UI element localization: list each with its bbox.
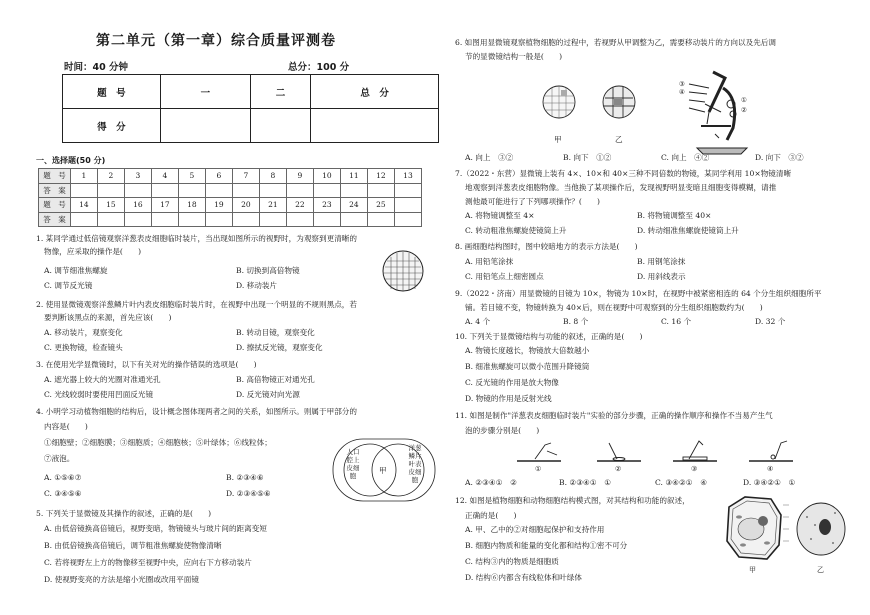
- exam-title: 第二单元（第一章）综合质量评测卷: [96, 33, 336, 49]
- q4-option-c[interactable]: C. ③④⑤⑥: [44, 489, 82, 498]
- answer-cell[interactable]: [394, 212, 421, 227]
- step-label: ②: [615, 465, 622, 473]
- q12-option-c[interactable]: C. 结构③内的物质是细胞质: [465, 557, 559, 566]
- answer-grid: [38, 168, 422, 227]
- q11-option-a[interactable]: A. ②③④① ②: [465, 478, 517, 487]
- venn-left-label: [343, 448, 363, 480]
- answer-cell[interactable]: [232, 183, 259, 198]
- q3-option-d[interactable]: D. 反光镜对向光源: [236, 390, 300, 399]
- score-cell: 总 分: [311, 75, 439, 109]
- step-label: ③: [691, 465, 698, 473]
- question-2-stem-cont: 要判断该黑点的来源，首先应该( ): [44, 313, 172, 322]
- q12-option-d[interactable]: D. 结构⑥内都含有线粒体和叶绿体: [465, 573, 582, 582]
- answer-grid-num: 14: [70, 198, 97, 213]
- venn-left-line: 皮细: [346, 464, 360, 472]
- answer-cell[interactable]: [97, 183, 124, 198]
- q4-option-a[interactable]: A. ①⑤⑥⑦: [44, 473, 82, 482]
- score-cell: 题 号: [63, 75, 161, 109]
- answer-grid-num: 20: [232, 198, 259, 213]
- question-11-stem: 11. 如图是制作"洋葱表皮细胞临时装片"实验的部分步骤，正确的操作顺序和操作不当易产生气: [455, 411, 773, 420]
- q5-option-b[interactable]: B. 由低倍镜换高倍镜后，调节粗准焦螺旋使物像清晰: [44, 541, 222, 550]
- score-cell: 二: [250, 75, 310, 109]
- answer-grid-num: 25: [367, 198, 394, 213]
- answer-grid-num: 22: [286, 198, 313, 213]
- q4-option-d[interactable]: D. ②③④⑤⑥: [226, 489, 271, 498]
- venn-left-line: 腔上: [346, 456, 360, 464]
- q3-option-a[interactable]: A. 遮光器上较大的光圈对准通光孔: [44, 375, 161, 384]
- q1-microscope-field-figure: [381, 249, 425, 293]
- q12-option-a[interactable]: A. 甲、乙中的②对细胞起保护和支持作用: [465, 525, 605, 534]
- q7-option-d[interactable]: D. 转动细准焦螺旋使镜筒上升: [637, 226, 739, 235]
- question-10-stem: 10. 下列关于显微镜结构与功能的叙述，正确的是( ): [455, 332, 643, 341]
- question-12-stem-cont: 正确的是( ): [465, 511, 517, 520]
- exam-time: 时间：40 分钟: [64, 62, 129, 73]
- q7-option-a[interactable]: A. 将物镜调整至 4×: [465, 211, 535, 220]
- q11-option-b[interactable]: B. ②③④① ①: [559, 478, 612, 487]
- venn-right-label: [405, 444, 425, 484]
- question-7-stem: 7.（2022・东营）显微镜上装有 4×、10×和 40×三种不同倍数的物镜，某同学利用 10×物镜清晰: [455, 169, 792, 178]
- answer-cell[interactable]: [151, 212, 178, 227]
- answer-cell[interactable]: [286, 212, 313, 227]
- score-cell: 一: [160, 75, 250, 109]
- q6-option-b[interactable]: B. 向下 ①②: [563, 153, 612, 162]
- answer-cell[interactable]: [70, 212, 97, 227]
- scope-label: ③: [679, 80, 685, 88]
- answer-grid-num: 7: [232, 169, 259, 184]
- answer-cell[interactable]: [124, 183, 151, 198]
- animal-cell: [797, 503, 845, 555]
- q6-option-d[interactable]: D. 向下 ③②: [755, 153, 804, 162]
- answer-grid-num: 16: [124, 198, 151, 213]
- score-cell: 得 分: [63, 109, 161, 143]
- q9-option-a[interactable]: A. 4 个: [465, 317, 491, 326]
- q1-option-c[interactable]: C. 调节反光镜: [44, 281, 93, 290]
- score-input-cell[interactable]: [311, 109, 439, 143]
- answer-grid-num: 10: [313, 169, 340, 184]
- answer-grid-num: 19: [205, 198, 232, 213]
- answer-cell[interactable]: [313, 212, 340, 227]
- question-9-stem: 9.（2022・济南）用显微镜的目镜为 10×，物镜为 10×时，在视野中被紧密相连的 64 个分生组织细胞所平: [455, 289, 822, 298]
- question-7-stem-cont2: 测他最可能进行了下列哪项操作？( ): [465, 197, 601, 206]
- q12-option-b[interactable]: B. 细胞内物质和能量的变化都和结构①密不可分: [465, 541, 628, 550]
- answer-grid-number-row: [39, 169, 422, 184]
- answer-grid-num: 17: [151, 198, 178, 213]
- answer-cell[interactable]: [151, 183, 178, 198]
- answer-cell[interactable]: [340, 212, 367, 227]
- score-table-row: [63, 109, 439, 143]
- q1-option-b[interactable]: B. 切换到高倍物镜: [236, 266, 300, 275]
- q12-cell-diagram: [723, 493, 851, 573]
- q4-option-b[interactable]: B. ②③④⑥: [226, 473, 264, 482]
- answer-grid-num: [394, 198, 421, 213]
- question-6-stem-cont: 节的显微镜结构一般是( ): [465, 52, 563, 61]
- q5-option-c[interactable]: C. 若将视野左上方的物像移至视野中央，应向右下方移动装片: [44, 558, 252, 567]
- answer-cell[interactable]: [97, 212, 124, 227]
- venn-middle-label: 甲: [379, 466, 387, 475]
- answer-cell[interactable]: [367, 183, 394, 198]
- scope-label: ①: [741, 96, 747, 104]
- answer-grid-answer-row: [39, 212, 422, 227]
- question-4-items: ①细胞壁；②细胞膜；③细胞质；④细胞核；⑤叶绿体；⑥线粒体；: [44, 438, 272, 447]
- venn-left-line: 胞: [349, 472, 357, 480]
- answer-cell[interactable]: [313, 183, 340, 198]
- answer-cell[interactable]: [286, 183, 313, 198]
- q6-label-jia: 甲: [554, 135, 562, 144]
- q6-label-yi: 乙: [615, 135, 623, 144]
- answer-grid-num: 1: [70, 169, 97, 184]
- venn-right-line: 鳞片: [408, 452, 422, 460]
- answer-grid-num: 13: [394, 169, 421, 184]
- score-input-cell[interactable]: [160, 109, 250, 143]
- q8-option-c[interactable]: C. 用铅笔点上细密圆点: [465, 272, 544, 281]
- question-2-stem: 2. 使用显微镜观察洋葱鳞片叶内表皮细胞临时装片时，在视野中出现一个明显的不规则黑点，若: [36, 300, 357, 309]
- q1-option-d[interactable]: D. 移动装片: [236, 281, 278, 290]
- q7-option-c[interactable]: C. 转动粗准焦螺旋使镜筒上升: [465, 226, 567, 235]
- q8-option-a[interactable]: A. 用铅笔涂抹: [465, 257, 514, 266]
- q6-field-yi-figure: [601, 84, 637, 120]
- q2-option-a[interactable]: A. 移动装片，观察变化: [44, 328, 123, 337]
- answer-grid-num: 5: [178, 169, 205, 184]
- answer-grid-num: 23: [313, 198, 340, 213]
- question-3-stem: 3. 在使用光学显微镜时，以下有关对光的操作错误的选项是( ): [36, 360, 257, 369]
- answer-grid-label: 题 号: [39, 169, 71, 184]
- answer-grid-num: 18: [178, 198, 205, 213]
- venn-right-line: 胞: [411, 476, 419, 484]
- question-5-stem: 5. 下列关于显微镜及其操作的叙述，正确的是( ): [36, 509, 212, 518]
- answer-cell[interactable]: [340, 183, 367, 198]
- answer-cell[interactable]: [232, 212, 259, 227]
- q4-venn-diagram: [332, 438, 436, 502]
- q11-option-c[interactable]: C. ③④②① ④: [655, 478, 707, 487]
- question-8-stem: 8. 画细胞结构图时，图中较暗地方的表示方法是( ): [455, 242, 638, 251]
- q6-option-c[interactable]: C. 向上 ④②: [661, 153, 710, 162]
- scope-label: ④: [679, 88, 685, 96]
- q3-option-c[interactable]: C. 光线较弱时要使用凹面反光镜: [44, 390, 154, 399]
- answer-cell[interactable]: [259, 183, 286, 198]
- q9-option-b[interactable]: B. 8 个: [563, 317, 589, 326]
- q12-label-yi: 乙: [817, 566, 824, 574]
- scope-label: ②: [741, 106, 747, 114]
- answer-grid-number-row: [39, 198, 422, 213]
- answer-cell[interactable]: [205, 212, 232, 227]
- question-4-stem: 4. 小明学习动植物细胞的结构后，设计概念图体现两者之间的关系，如图所示。则属于甲部分的: [36, 407, 357, 416]
- score-table-row: [63, 75, 439, 109]
- answer-grid-num: 4: [151, 169, 178, 184]
- answer-grid-label: 答 案: [39, 212, 71, 227]
- q10-option-a[interactable]: A. 物镜长度越长，物镜放大倍数越小: [465, 346, 590, 355]
- answer-grid-num: 9: [286, 169, 313, 184]
- answer-cell[interactable]: [205, 183, 232, 198]
- q2-option-d[interactable]: D. 擦拭反光镜，观察变化: [236, 343, 323, 352]
- q6-option-a[interactable]: A. 向上 ③②: [465, 153, 514, 162]
- question-9-stem-cont: 铺。若目镜不变，物镜转换为 40×后，则在视野中可观察到的分生组织细胞数约为( ): [465, 303, 763, 312]
- answer-cell[interactable]: [178, 212, 205, 227]
- answer-cell[interactable]: [178, 183, 205, 198]
- q10-option-d[interactable]: D. 物镜的作用是反射光线: [465, 394, 552, 403]
- answer-cell[interactable]: [394, 183, 421, 198]
- section-heading: 一、选择题(50 分): [36, 156, 106, 165]
- answer-grid-num: 3: [124, 169, 151, 184]
- answer-grid-num: 2: [97, 169, 124, 184]
- q11-option-d[interactable]: D. ③④②① ①: [743, 478, 796, 487]
- exam-total-score: 总分：100 分: [288, 62, 350, 73]
- question-11-stem-cont: 泡的步骤分别是( ): [465, 426, 540, 435]
- q10-option-c[interactable]: C. 反光镜的作用是放大物像: [465, 378, 559, 387]
- venn-right-line: 洋葱: [408, 444, 422, 452]
- q8-option-d[interactable]: D. 用斜线表示: [637, 272, 686, 281]
- step-label: ④: [767, 465, 774, 473]
- answer-grid-num: 6: [205, 169, 232, 184]
- answer-grid-answer-row: [39, 183, 422, 198]
- answer-cell[interactable]: [124, 212, 151, 227]
- answer-cell[interactable]: [259, 212, 286, 227]
- question-6-stem: 6. 如图用显微镜观察植物细胞的过程中，若视野从甲调整为乙，需要移动装片的方向以及先后调: [455, 38, 776, 47]
- q12-label-jia: 甲: [749, 566, 756, 574]
- q6-microscope-figure: [661, 68, 759, 160]
- question-12-stem: 12. 如图是植物细胞和动物细胞结构模式图，对其结构和功能的叙述，: [455, 496, 690, 505]
- answer-cell[interactable]: [70, 183, 97, 198]
- answer-grid-label: 题 号: [39, 198, 71, 213]
- q1-option-a[interactable]: A. 调节细准焦螺旋: [44, 266, 108, 275]
- venn-right-line: 叶表: [408, 460, 422, 468]
- step-label: ①: [535, 465, 542, 473]
- answer-grid-num: 11: [340, 169, 367, 184]
- question-7-stem-cont: 地观察到洋葱表皮细胞物像。当他换了某项操作后，发现视野明显变暗且细胞变得模糊，请推: [465, 183, 777, 192]
- q5-option-d[interactable]: D. 使视野变亮的方法是缩小光圈或改用平面镜: [44, 575, 199, 584]
- question-1-stem: 1. 某同学通过低倍镜观察洋葱表皮细胞临时装片，当出现如图所示的视野时，为观察到更清晰的: [36, 234, 357, 243]
- answer-grid-num: 12: [367, 169, 394, 184]
- q2-option-b[interactable]: B. 转动目镜，观察变化: [236, 328, 315, 337]
- question-1-stem-cont: 物像，应采取的操作是( ): [44, 247, 142, 256]
- q3-option-b[interactable]: B. 高倍物镜正对通光孔: [236, 375, 315, 384]
- answer-cell[interactable]: [367, 212, 394, 227]
- answer-grid-num: 15: [97, 198, 124, 213]
- score-input-cell[interactable]: [250, 109, 310, 143]
- answer-grid-num: 24: [340, 198, 367, 213]
- answer-grid-num: 8: [259, 169, 286, 184]
- venn-left-line: 人口: [346, 448, 360, 456]
- q11-steps-figure: [513, 437, 813, 473]
- answer-grid-label: 答 案: [39, 183, 71, 198]
- venn-right-line: 皮细: [408, 468, 422, 476]
- q10-option-b[interactable]: B. 细准焦螺旋可以微小范围升降镜筒: [465, 362, 590, 371]
- question-4-stem-cont: 内容是( ): [44, 422, 88, 431]
- plant-cell: [727, 497, 781, 559]
- question-4-items-cont: ⑦液泡。: [44, 454, 75, 463]
- q5-option-a[interactable]: A. 由低倍镜换高倍镜后，视野变暗，物镜镜头与玻片间的距离变短: [44, 524, 267, 533]
- q9-option-d[interactable]: D. 32 个: [755, 317, 786, 326]
- q6-field-jia-figure: [541, 84, 577, 120]
- score-table: [62, 74, 439, 143]
- q8-option-b[interactable]: B. 用钢笔涂抹: [637, 257, 686, 266]
- q7-option-b[interactable]: B. 将物镜调整至 40×: [637, 211, 712, 220]
- q9-option-c[interactable]: C. 16 个: [661, 317, 692, 326]
- q2-option-c[interactable]: C. 更换物镜，检查镜头: [44, 343, 123, 352]
- answer-grid-num: 21: [259, 198, 286, 213]
